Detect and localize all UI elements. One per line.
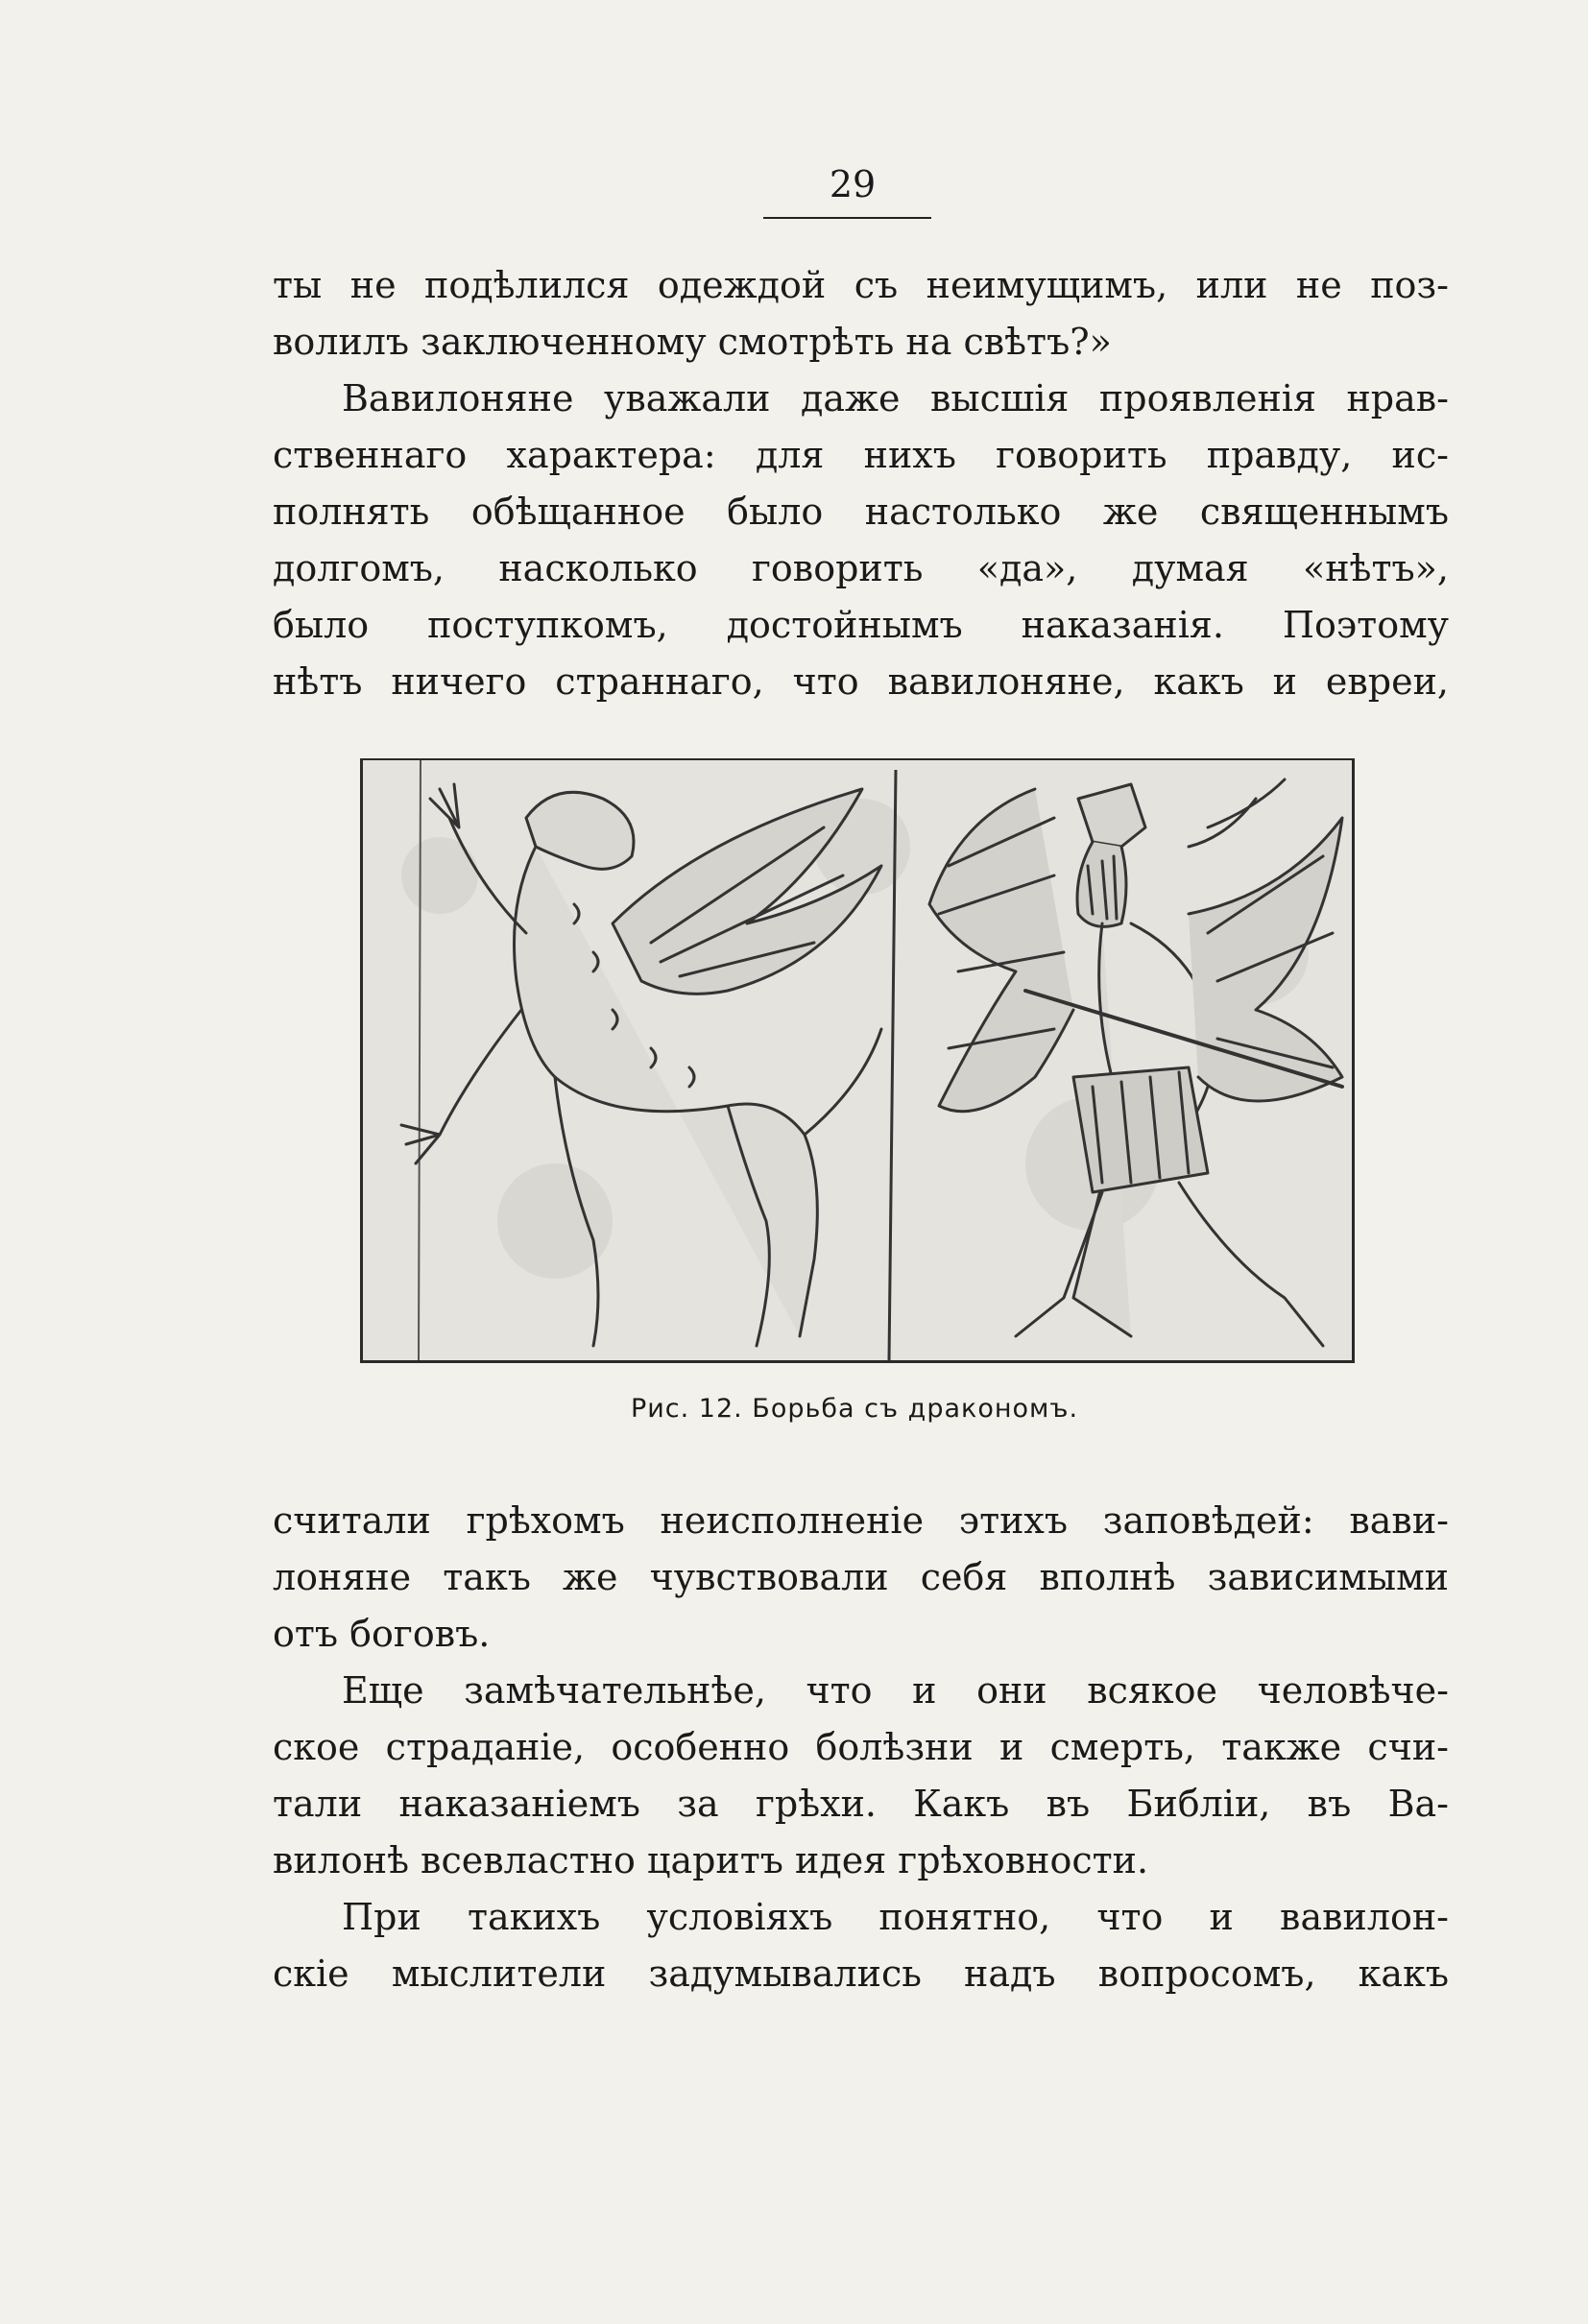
text-line: ственнаго характера: для нихъ говорить правду, ис- (273, 434, 1449, 476)
text-line: отъ боговъ. (273, 1613, 491, 1655)
text-line: считали грѣхомъ неисполненіе этихъ заповѣдей: вави- (273, 1499, 1449, 1542)
text-line: полнять обѣщанное было настолько же священнымъ (273, 491, 1449, 533)
text-line: Еще замѣчательнѣе, что и они всякое человѣче- (342, 1669, 1449, 1712)
text-line: ское страданіе, особенно болѣзни и смерть, также счи- (273, 1726, 1449, 1768)
text-line: При такихъ условіяхъ понятно, что и вавилон- (342, 1896, 1449, 1938)
text-block-bottom (273, 1493, 1449, 2002)
relief-illustration (363, 760, 1352, 1360)
text-line: скіе мыслители задумывались надъ вопросомъ, какъ (273, 1953, 1449, 1995)
text-line: лоняне такъ же чувствовали себя вполнѣ зависимыми (273, 1556, 1449, 1598)
text-line: долгомъ, насколько говорить «да», думая «нѣтъ», (273, 547, 1449, 589)
text-line: нѣтъ ничего страннаго, что вавилоняне, какъ и евреи, (273, 660, 1449, 703)
text-block-top (273, 257, 1449, 710)
page-number-rule (763, 217, 931, 219)
text-line: волилъ заключенному смотрѣть на свѣтъ?» (273, 321, 1112, 363)
page-number: 29 (829, 163, 877, 205)
text-line: тали наказаніемъ за грѣхи. Какъ въ Библіи, въ Ва- (273, 1783, 1449, 1825)
text-line: было поступкомъ, достойнымъ наказанія. Поэтому (273, 604, 1449, 646)
figure-caption: Рис. 12. Борьба съ дракономъ. (630, 1394, 1079, 1424)
text-line: вилонѣ всевластно царитъ идея грѣховности. (273, 1839, 1149, 1881)
text-line: Вавилоняне уважали даже высшія проявленія нрав- (342, 377, 1449, 419)
figure-relief-image (360, 758, 1355, 1363)
text-line: ты не подѣлился одеждой съ неимущимъ, или не поз- (273, 264, 1449, 306)
